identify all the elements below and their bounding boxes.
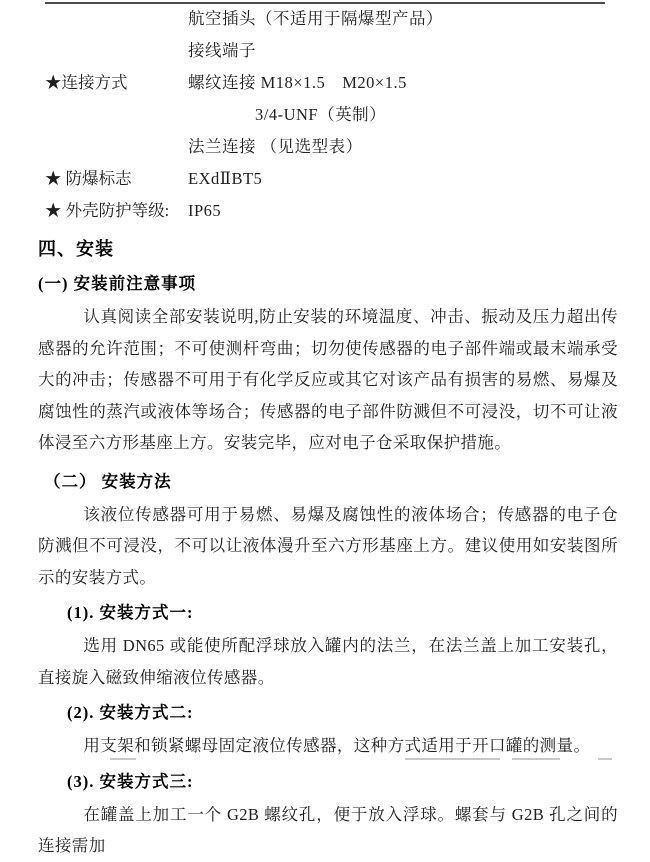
method-3-paragraph: 在罐盖上加工一个 G2B 螺纹孔，便于放入浮球。螺套与 G2B 孔之间的连接需加 <box>38 804 618 855</box>
method-2-heading: (2). 安装方式二: <box>67 703 194 722</box>
spec-value: 接线端子 <box>188 41 256 60</box>
table-row <box>45 71 620 103</box>
table-bottom-rule <box>45 2 605 4</box>
clipped-next-line <box>0 755 650 762</box>
paragraph-precautions: 认真阅读全部安装说明,防止安装的环境温度、冲击、振动及压力超出传感器的允许范围；不可使测杆弯曲；切勿使传感器的电子部件端或最末端承受大的冲击；传感器不可用于有化学反应或其它对该产品有损害的易燃、易爆及腐蚀性的蒸汽或液体等场合；传感器的电子部件防溅但不可浸没，切不可让液体浸至六方形基座上方。安装完毕，应对电子仓采取保护措施。 <box>38 307 618 452</box>
spec-label: ★ 防爆标志 <box>45 169 132 188</box>
spec-value: 3/4-UNF（英制） <box>255 105 387 124</box>
section-heading: 四、安装 <box>38 239 114 259</box>
spec-value: EXdⅡBT5 <box>188 169 263 188</box>
spec-label: ★ 外壳防护等级: <box>45 201 170 220</box>
spec-table <box>0 0 650 231</box>
section-installation <box>0 235 650 862</box>
table-row <box>45 167 620 199</box>
table-row <box>45 135 620 167</box>
method-1-heading: (1). 安装方式一: <box>67 603 194 622</box>
table-row <box>45 199 620 231</box>
method-1-paragraph: 选用 DN65 或能使所配浮球放入罐内的法兰，在法兰盖上加工安装孔，直接旋入磁致伸缩液位传感器。 <box>38 636 618 687</box>
table-row <box>45 39 620 71</box>
subsection-heading-methods: （二） 安装方法 <box>44 471 172 491</box>
spec-value: 法兰连接 （见选型表） <box>188 137 363 156</box>
spec-value: IP65 <box>188 201 222 220</box>
method-2-paragraph: 用支架和锁紧螺母固定液位传感器，这种方式适用于开口罐的测量。 <box>83 736 591 755</box>
table-row <box>45 103 620 135</box>
subsection-heading-precautions: (一) 安装前注意事项 <box>38 274 197 293</box>
spec-label: ★连接方式 <box>45 73 128 92</box>
table-row <box>45 7 620 39</box>
paragraph-methods-intro: 该液位传感器可用于易燃、易爆及腐蚀性的液体场合；传感器的电子仓防溅但不可浸没，不可以让液体漫升至六方形基座上方。建议使用如安装图所示的安装方式。 <box>38 504 618 587</box>
spec-value: 螺纹连接 M18×1.5 M20×1.5 <box>188 73 407 92</box>
method-3-heading: (3). 安装方式三: <box>67 771 194 791</box>
spec-value: 航空插头（不适用于隔爆型产品） <box>188 9 443 28</box>
